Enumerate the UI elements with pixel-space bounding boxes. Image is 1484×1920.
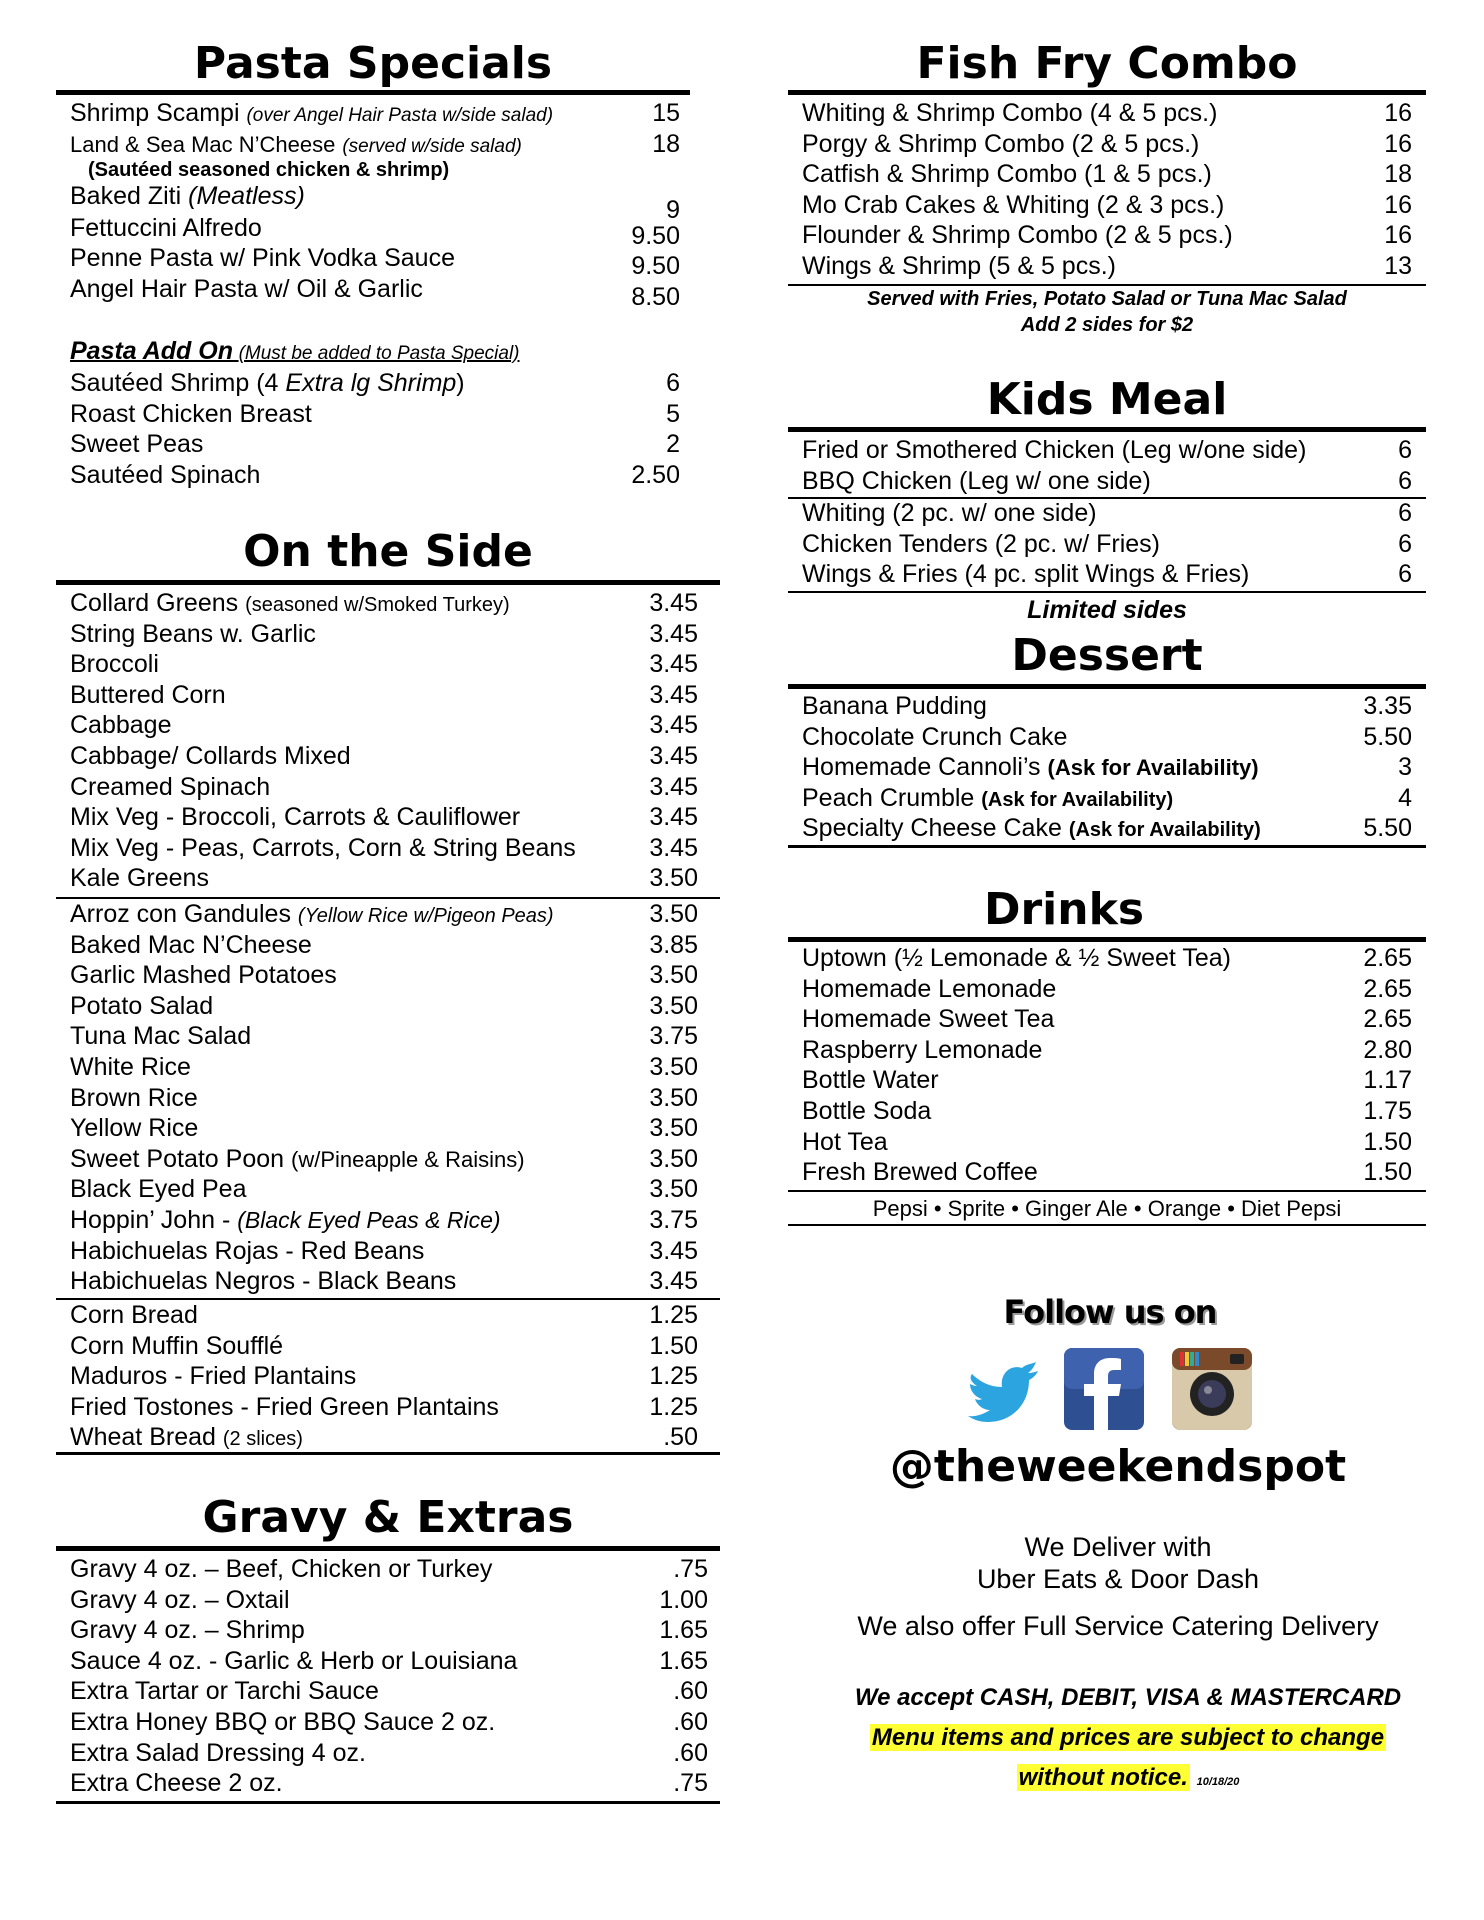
item-price: 1.65: [659, 1616, 708, 1645]
menu-item: [802, 1127, 1412, 1158]
deliver-line-1: We Deliver with: [1024, 1532, 1212, 1562]
menu-item: [70, 213, 680, 250]
item-note: (Yellow Rice w/Pigeon Peas): [297, 905, 554, 927]
item-note: (Black Eyed Peas & Rice): [237, 1206, 501, 1233]
pasta-specials-title: Pasta Specials: [193, 38, 553, 89]
drinks-divider: [788, 1190, 1426, 1192]
menu-item: [70, 98, 680, 129]
item-name: Black Eyed Pea: [70, 1175, 247, 1204]
menu-item: [70, 243, 680, 281]
menu-item: [70, 619, 698, 650]
menu-item: [70, 1174, 698, 1205]
item-price: 16: [1384, 221, 1412, 250]
item-price: 3.75: [649, 1205, 698, 1234]
item-price: 3.45: [649, 1236, 698, 1265]
pasta-items: [70, 98, 680, 311]
item-name: White Rice: [70, 1052, 191, 1081]
item-price: 3.45: [649, 772, 698, 801]
menu-item: [802, 1096, 1412, 1127]
gravy-extras-title: Gravy & Extras: [202, 1492, 574, 1543]
side-group-3: [70, 1300, 698, 1453]
item-price: 3.45: [649, 803, 698, 832]
item-price: .60: [673, 1738, 708, 1767]
item-name: Sweet Peas: [70, 430, 204, 459]
item-price: 1.50: [1363, 1127, 1412, 1156]
menu-item: [802, 943, 1412, 974]
gravy-bottom-rule: [56, 1801, 720, 1804]
fish-fry-title: Fish Fry Combo: [916, 38, 1298, 89]
item-name: Chicken Tenders (2 pc. w/ Fries): [802, 529, 1160, 558]
item-name: Homemade Lemonade: [802, 974, 1057, 1003]
deliver-line-2: Uber Eats & Door Dash: [976, 1564, 1260, 1594]
fish-note-1: Served with Fries, Potato Salad or Tuna Mac Salad: [867, 288, 1347, 310]
item-subnote: (Sautéed seasoned chicken & shrimp): [88, 158, 450, 181]
kids-group-2: [802, 498, 1412, 590]
menu-item: [802, 1157, 1412, 1188]
item-name: Corn Muffin Soufflé: [70, 1331, 284, 1360]
notice-line-1: [788, 1724, 1468, 1752]
notice-line-2: [788, 1764, 1468, 1792]
item-name: Extra Salad Dressing 4 oz.: [70, 1738, 366, 1767]
menu-item: [70, 772, 698, 803]
item-price: 13: [1384, 251, 1412, 280]
menu-item: [70, 1266, 698, 1297]
item-price: 3.45: [649, 650, 698, 679]
catering-line: We also offer Full Service Catering Delivery: [857, 1611, 1379, 1641]
item-name: Homemade Cannoli’s: [802, 753, 1041, 782]
item-price: 6: [1398, 560, 1412, 589]
item-name: Maduros - Fried Plantains: [70, 1362, 357, 1391]
dessert-items: [802, 691, 1412, 844]
item-price: 3.35: [1363, 692, 1412, 720]
item-name: Arroz con Gandules: [70, 900, 291, 928]
item-price: 6: [1398, 466, 1412, 495]
item-price: 1.25: [649, 1301, 698, 1329]
item-name: Mix Veg - Peas, Carrots, Corn & String Beans: [70, 833, 576, 862]
item-price: .75: [673, 1555, 708, 1583]
item-price: 1.75: [1363, 1096, 1412, 1125]
twitter-icon[interactable]: [966, 1352, 1044, 1434]
item-price: 3.50: [649, 1052, 698, 1081]
menu-item: [802, 691, 1412, 722]
item-price: 6: [1398, 529, 1412, 558]
item-price: .60: [673, 1707, 708, 1736]
item-price: 1.50: [1363, 1158, 1412, 1187]
item-name: Sautéed Spinach: [70, 460, 261, 489]
item-price: 2.65: [1363, 974, 1412, 1003]
menu-item: [802, 783, 1412, 814]
menu-item: [802, 752, 1412, 783]
item-price: 9.50: [631, 252, 680, 281]
item-name: Habichuelas Negros - Black Beans: [70, 1267, 457, 1296]
menu-item: [802, 559, 1412, 590]
item-name: Fresh Brewed Coffee: [802, 1158, 1038, 1187]
addon-note: (Must be added to Pasta Special): [238, 343, 520, 364]
soda-list: Pepsi • Sprite • Ginger Ale • Orange • Diet Pepsi: [872, 1196, 1342, 1221]
item-price: 3.45: [649, 1267, 698, 1296]
dessert-title-rule: [788, 684, 1426, 689]
item-name: Cabbage: [70, 711, 172, 740]
menu-item: [802, 1065, 1412, 1096]
item-name: Uptown (½ Lemonade & ½ Sweet Tea): [802, 944, 1231, 972]
menu-item: [802, 466, 1412, 497]
menu-item: [70, 429, 680, 460]
item-name: Porgy & Shrimp Combo (2 & 5 pcs.): [802, 129, 1200, 158]
item-price: .50: [663, 1423, 698, 1452]
kids-note: Limited sides: [1027, 596, 1187, 624]
side-group-1: [70, 588, 698, 894]
item-price: 4: [1398, 783, 1412, 812]
item-name: Mo Crab Cakes & Whiting (2 & 3 pcs.): [802, 190, 1225, 219]
follow-us-heading: Follow us on: [1003, 1293, 1217, 1331]
menu-item-subnote: [70, 155, 680, 181]
item-note: (Ask for Availability): [981, 788, 1174, 811]
item-name: Buttered Corn: [70, 680, 226, 709]
item-name: Cabbage/ Collards Mixed: [70, 741, 351, 770]
menu-item: [802, 722, 1412, 753]
item-name: Tuna Mac Salad: [70, 1022, 252, 1051]
menu-item: [802, 220, 1412, 251]
item-name: Baked Ziti: [70, 181, 182, 210]
drinks-title-rule: [788, 937, 1426, 942]
item-note: (over Angel Hair Pasta w/side salad): [246, 105, 554, 126]
item-name: Creamed Spinach: [70, 772, 271, 801]
item-note: (Meatless): [188, 181, 305, 210]
fish-title-rule: [788, 90, 1426, 95]
menu-item: [70, 399, 680, 430]
item-price: 1.00: [659, 1585, 708, 1614]
item-price: 16: [1384, 99, 1412, 127]
item-name: Wheat Bread: [70, 1423, 216, 1452]
item-name: Extra Tartar or Tarchi Sauce: [70, 1677, 379, 1706]
menu-item: [70, 1021, 698, 1052]
item-price: 2.50: [631, 460, 680, 489]
item-name: Shrimp Scampi: [70, 99, 240, 127]
menu-item: [802, 974, 1412, 1005]
fish-bottom-rule: [788, 284, 1426, 286]
item-name: Homemade Sweet Tea: [802, 1005, 1055, 1034]
item-price: 1.65: [659, 1646, 708, 1675]
item-price: 6: [1398, 499, 1412, 527]
item-price: 1.25: [649, 1362, 698, 1391]
fish-note-2: Add 2 sides for $2: [1020, 314, 1194, 336]
gravy-items: [70, 1554, 708, 1799]
item-name: Bottle Water: [802, 1066, 939, 1095]
item-price: 3.50: [649, 864, 698, 893]
item-name: Fried or Smothered Chicken (Leg w/one side): [802, 436, 1307, 464]
menu-item: [70, 1554, 708, 1585]
menu-item: [802, 251, 1412, 282]
item-name: String Beans w. Garlic: [70, 619, 316, 648]
menu-item: [70, 588, 698, 619]
menu-item: [70, 1676, 708, 1707]
item-price: 1.50: [649, 1331, 698, 1360]
item-price: 16: [1384, 190, 1412, 219]
item-price: 3.50: [649, 961, 698, 990]
menu-item: [70, 1422, 698, 1453]
item-price: 3.50: [649, 1114, 698, 1143]
kids-title-rule: [788, 427, 1426, 432]
kids-group-1: [802, 435, 1412, 496]
fish-items: [802, 98, 1412, 282]
notice-text-2: without notice.: [1018, 1764, 1188, 1791]
menu-item: [70, 1585, 708, 1616]
item-price: 3.50: [649, 1144, 698, 1173]
kids-bottom-rule: [788, 591, 1426, 593]
item-name: Garlic Mashed Potatoes: [70, 961, 337, 990]
menu-date: 10/18/20: [1196, 1776, 1240, 1788]
menu-item: [70, 460, 680, 491]
item-note: (2 slices): [222, 1428, 303, 1451]
item-name: Broccoli: [70, 650, 159, 679]
menu-item: [70, 368, 680, 399]
menu-item: [70, 1205, 698, 1236]
menu-item: [70, 680, 698, 711]
menu-item: [70, 1615, 708, 1646]
item-price: .75: [673, 1769, 708, 1798]
item-name: Chocolate Crunch Cake: [802, 722, 1068, 751]
menu-item: [70, 833, 698, 864]
menu-item: [802, 498, 1412, 529]
item-name: Catfish & Shrimp Combo (1 & 5 pcs.): [802, 160, 1212, 189]
item-name: Gravy 4 oz. – Beef, Chicken or Turkey: [70, 1555, 493, 1583]
menu-item: [70, 1113, 698, 1144]
item-name: Whiting & Shrimp Combo (4 & 5 pcs.): [802, 99, 1218, 127]
item-name: Extra Honey BBQ or BBQ Sauce 2 oz.: [70, 1707, 496, 1736]
pasta-addon-items: [70, 368, 680, 490]
payment-line: We accept CASH, DEBIT, VISA & MASTERCARD: [854, 1684, 1402, 1711]
addon-title: Pasta Add On: [70, 337, 233, 365]
menu-item: [802, 435, 1412, 466]
item-price: 6: [1398, 436, 1412, 464]
gravy-title-rule: [56, 1546, 720, 1551]
pasta-addon-heading: [70, 337, 520, 366]
item-name: Flounder & Shrimp Combo (2 & 5 pcs.): [802, 221, 1233, 250]
kids-meal-title: Kids Meal: [986, 374, 1228, 425]
item-name: Potato Salad: [70, 991, 214, 1020]
menu-item: [802, 129, 1412, 160]
side-title-rule: [56, 580, 720, 585]
menu-item: [70, 1392, 698, 1423]
item-name: Peach Crumble: [802, 783, 975, 812]
item-name: Corn Bread: [70, 1301, 198, 1329]
menu-item: [70, 1646, 708, 1677]
item-name: Habichuelas Rojas - Red Beans: [70, 1236, 425, 1265]
menu-item: [802, 529, 1412, 560]
menu-item: [70, 1361, 698, 1392]
item-price: 1.25: [649, 1392, 698, 1421]
item-price: 3.45: [649, 680, 698, 709]
item-price: 5: [666, 399, 680, 428]
item-name: Collard Greens: [70, 589, 239, 617]
item-name: Penne Pasta w/ Pink Vodka Sauce: [70, 244, 455, 273]
item-name: Wings & Fries (4 pc. split Wings & Fries): [802, 560, 1250, 589]
drinks-items: [802, 943, 1412, 1188]
item-name: Mix Veg - Broccoli, Carrots & Cauliflower: [70, 803, 521, 832]
item-tail: ): [456, 369, 465, 397]
item-note: (Ask for Availability): [1047, 755, 1259, 781]
item-note: (w/Pineapple & Raisins): [291, 1146, 525, 1172]
item-price: 6: [666, 369, 680, 397]
item-name: Brown Rice: [70, 1083, 198, 1112]
menu-item: [70, 129, 680, 158]
menu-item: [70, 649, 698, 680]
menu-item: [70, 1707, 708, 1738]
menu-item: [802, 1035, 1412, 1066]
item-name: Sweet Potato Poon: [70, 1144, 285, 1173]
menu-item: [70, 1738, 708, 1769]
item-name: Yellow Rice: [70, 1114, 199, 1143]
item-name: Banana Pudding: [802, 692, 987, 720]
item-name: Extra Cheese 2 oz.: [70, 1769, 283, 1798]
menu-item: [70, 1083, 698, 1114]
item-price: 3.50: [649, 1175, 698, 1204]
item-name: Baked Mac N’Cheese: [70, 930, 312, 959]
item-price: .60: [673, 1677, 708, 1706]
item-name: Bottle Soda: [802, 1096, 932, 1125]
item-price: 9: [666, 195, 680, 224]
item-price: 15: [652, 99, 680, 127]
menu-item: [802, 190, 1412, 221]
item-price: 3.45: [649, 741, 698, 770]
item-name: Specialty Cheese Cake: [802, 814, 1062, 843]
item-price: 3.50: [649, 1083, 698, 1112]
menu-item: [802, 98, 1412, 129]
menu-item: [70, 1144, 698, 1175]
pasta-title-rule: [56, 90, 690, 95]
menu-item: [70, 741, 698, 772]
item-price: 3.85: [649, 930, 698, 959]
item-name: Land & Sea Mac N’Cheese: [70, 131, 336, 157]
menu-item: [70, 1768, 708, 1799]
notice-text-1: Menu items and prices are subject to change: [871, 1724, 1385, 1751]
item-price: 2: [666, 430, 680, 459]
item-name: Fried Tostones - Fried Green Plantains: [70, 1392, 499, 1421]
facebook-icon[interactable]: [1064, 1348, 1144, 1430]
item-price: 2.80: [1363, 1035, 1412, 1064]
instagram-icon[interactable]: [1172, 1348, 1252, 1430]
item-name: Raspberry Lemonade: [802, 1035, 1043, 1064]
menu-item: [70, 930, 698, 961]
item-note: (seasoned w/Smoked Turkey): [245, 594, 510, 616]
item-price: 2.65: [1363, 1005, 1412, 1034]
item-price: 2.65: [1363, 944, 1412, 972]
menu-item: [70, 1300, 698, 1331]
side-bottom-rule: [56, 1452, 720, 1455]
item-name: Sauce 4 oz. - Garlic & Herb or Louisiana: [70, 1646, 518, 1675]
item-name: Whiting (2 pc. w/ one side): [802, 499, 1097, 527]
menu-item: [70, 274, 680, 311]
item-note: Extra lg Shrimp: [285, 369, 457, 397]
social-handle: @theweekendspot: [889, 1441, 1347, 1492]
item-name: Fettuccini Alfredo: [70, 213, 262, 242]
item-price: 3.75: [649, 1022, 698, 1051]
on-the-side-title: On the Side: [243, 526, 533, 577]
item-price: 3.50: [649, 991, 698, 1020]
item-price: 3.50: [649, 900, 698, 928]
item-price: 18: [652, 129, 680, 158]
dessert-bottom-rule: [788, 845, 1426, 848]
side-group-2: [70, 899, 698, 1297]
item-price: 3.45: [649, 589, 698, 617]
menu-item: [70, 710, 698, 741]
menu-item: [70, 1052, 698, 1083]
menu-item: [802, 813, 1412, 844]
dessert-title: Dessert: [1011, 630, 1203, 681]
item-price: 3.45: [649, 711, 698, 740]
menu-item: [70, 863, 698, 894]
menu-item: [70, 1331, 698, 1362]
item-price: 3: [1398, 753, 1412, 782]
item-price: 9.50: [631, 221, 680, 250]
item-name: Gravy 4 oz. – Shrimp: [70, 1616, 305, 1645]
item-name: Wings & Shrimp (5 & 5 pcs.): [802, 251, 1116, 280]
menu-item: [70, 991, 698, 1022]
item-name: Roast Chicken Breast: [70, 399, 312, 428]
item-price: 18: [1384, 160, 1412, 189]
item-name: Hoppin’ John -: [70, 1205, 231, 1234]
item-note: (Ask for Availability): [1068, 819, 1261, 842]
item-price: 1.17: [1363, 1066, 1412, 1095]
menu-item: [802, 159, 1412, 190]
item-name: Kale Greens: [70, 864, 209, 893]
item-name: Angel Hair Pasta w/ Oil & Garlic: [70, 274, 423, 303]
menu-item: [70, 802, 698, 833]
menu-item: [70, 899, 698, 930]
drinks-bottom-rule: [788, 1224, 1426, 1226]
item-price: 3.45: [649, 619, 698, 648]
item-price: 5.50: [1363, 814, 1412, 843]
item-name: BBQ Chicken (Leg w/ one side): [802, 466, 1151, 495]
item-price: 8.50: [631, 282, 680, 311]
item-name: Gravy 4 oz. – Oxtail: [70, 1585, 290, 1614]
menu-item: [70, 1236, 698, 1267]
menu-item: [802, 1004, 1412, 1035]
item-price: 5.50: [1363, 722, 1412, 751]
menu-item: [70, 960, 698, 991]
item-name: Hot Tea: [802, 1127, 888, 1156]
item-name: Sautéed Shrimp (4: [70, 369, 286, 397]
item-note: (served w/side salad): [342, 135, 522, 157]
drinks-title: Drinks: [983, 884, 1145, 935]
item-price: 16: [1384, 129, 1412, 158]
menu-item: [70, 181, 680, 224]
item-price: 3.45: [649, 833, 698, 862]
